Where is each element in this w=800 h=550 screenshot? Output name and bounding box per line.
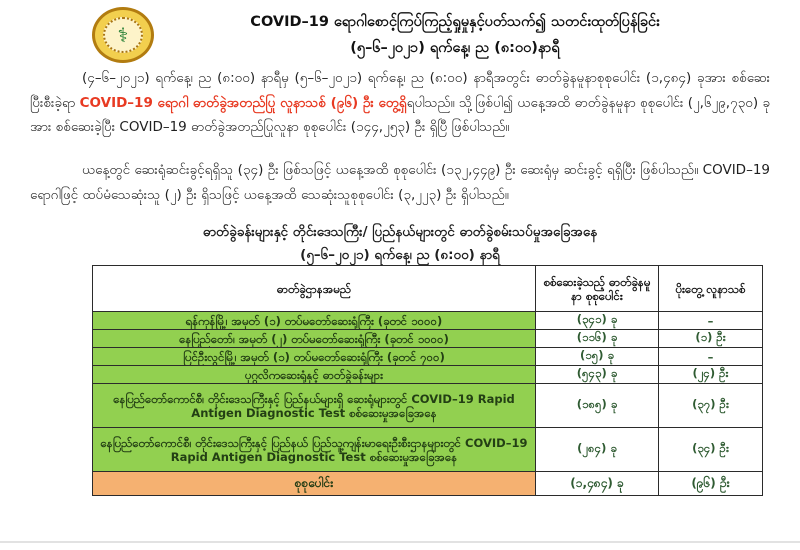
total-samples-cell: (၁,၄၈၄) ခု [536, 472, 659, 496]
lab-name-cell: နေပြည်တော်ကောင်စီ၊ တိုင်းဒေသကြီးနှင့် ပြည်နယ်များရှိ ဆေးရုံများတွင် COVID–19 Rapid Antigen Diagnostic Test စစ်ဆေးမှုအခြေအနေ [93, 384, 536, 428]
samples-cell: (၃၄၁) ခု [536, 312, 659, 330]
table-row [93, 348, 763, 366]
paragraph-recoveries-deaths [30, 158, 770, 232]
samples-cell: (၅၄၃) ခု [536, 366, 659, 384]
lab-name-cell: ပုဂ္ဂလိကဆေးရုံနှင့် ဓာတ်ခွဲခန်းများ [93, 366, 536, 384]
document-header [0, 5, 800, 63]
paragraph-1-text-continued: ရပါသည်။ သို့ဖြစ်ပါ၍ ယနေ့အထိ ဓာတ်ခွဲနမူနာ စုစုပေါင်း (၂,၆၂၉,၇၃၀) ခု အား စစ်ဆေးခဲ့ပြီး COVID–19 ဓာတ်ခွဲအတည်ပြုလူနာ စုစုပေါင်း (၁၄၄,၂၅၃) ဦး ရှိပြီ ဖြစ်ပါသည်။ [30, 94, 770, 135]
seal-inner-ring [103, 17, 143, 53]
positives-cell: – [659, 348, 763, 366]
positives-cell: (၁) ဦး [659, 330, 763, 348]
ministry-health-seal-logo [92, 7, 154, 63]
column-header-samples-tested: စစ်ဆေးခဲ့သည့် ဓာတ်ခွဲနမူနာ စုစုပေါင်း [536, 266, 659, 312]
medical-staff-icon: ⚕ [117, 23, 129, 47]
lab-results-table [92, 265, 763, 496]
table-row [93, 384, 763, 428]
table-heading-line2: (၅–၆–၂၀၂၁) ရက်နေ့၊ ည (၈:၀၀) နာရီ [300, 247, 500, 263]
page-title: COVID–19 ရောဂါစောင့်ကြပ်ကြည့်ရှုမှုနှင့်ပတ်သက်၍ သတင်းထုတ်ပြန်ခြင်း [250, 14, 660, 30]
lab-name-cell: ရန်ကုန်မြို့၊ အမှတ် (၁) တပ်မတော်ဆေးရုံကြီး (ခုတင် ၁၀၀၀) [93, 312, 536, 330]
table-heading [60, 222, 740, 265]
samples-cell: (၁၁၆) ခု [536, 330, 659, 348]
table-total-row [93, 472, 763, 496]
paragraph-daily-results [30, 66, 770, 164]
positives-cell: – [659, 312, 763, 330]
positives-cell: (၂၄) ဦး [659, 366, 763, 384]
table-heading-line1: ဓာတ်ခွဲခန်းများနှင့် တိုင်းဒေသကြီး/ ပြည်နယ်များတွင် ဓာတ်ခွဲစမ်းသပ်မှုအခြေအနေ [202, 224, 598, 240]
table-header-row [93, 266, 763, 312]
total-positives-cell: (၉၆) ဦး [659, 472, 763, 496]
samples-cell: (၂၈၄) ခု [536, 428, 659, 472]
table-row [93, 312, 763, 330]
paragraph-2-text: ယနေ့တွင် ဆေးရုံဆင်းခွင့်ရရှိသူ (၃၄) ဦး ဖြစ်သဖြင့် ယနေ့အထိ စုစုပေါင်း (၁၃၂,၄၄၉) ဦး ဆေးရုံမှ ဆင်းခွင့် ရရှိပြီး ဖြစ်ပါသည်။ COVID–19 ရောဂါဖြင့် ထပ်မံသေဆုံးသူ (၂) ဦး ရှိသဖြင့် ယနေ့အထိ သေဆုံးသူစုစုပေါင်း (၃,၂၂၃) ဦး ရှိပါသည်။ [30, 162, 770, 203]
positives-cell: (၃၇) ဦး [659, 384, 763, 428]
samples-cell: (၁၈၅) ခု [536, 384, 659, 428]
paragraph-1-highlight-new-cases: COVID–19 ရောဂါ ဓာတ်ခွဲအတည်ပြု လူနာသစ် (၉၆) ဦး တွေ့ရှိ [79, 94, 407, 111]
header-titles [170, 11, 740, 59]
table-row [93, 428, 763, 472]
page-title-date: (၅–၆–၂၀၂၁) ရက်နေ့၊ ည (၈:၀၀)နာရီ [350, 40, 560, 56]
table-row [93, 366, 763, 384]
paragraph-1-text: (၄–၆–၂၀၂၁) ရက်နေ့၊ ည (၈:၀၀) နာရီမှ (၅–၆–၂၀၂၁) ရက်နေ့၊ ည (၈:၀၀) နာရီအတွင်း ဓာတ်ခွဲနမူနာစုစုပေါင်း (၁,၄၈၄) ခုအား စစ်ဆေးပြီးစီးခဲ့ရာ [30, 70, 770, 111]
positives-cell: (၃၄) ဦး [659, 428, 763, 472]
samples-cell: (၁၅) ခု [536, 348, 659, 366]
page-bottom-divider [0, 541, 800, 543]
column-header-new-positives: ပိုးတွေ့ လူနာသစ် [659, 266, 763, 312]
column-header-lab-name: ဓာတ်ခွဲဌာနအမည် [93, 266, 536, 312]
lab-name-cell: ပြင်ဦးလွင်မြို့၊ အမှတ် (၁) တပ်မတော်ဆေးရုံကြီး (ခုတင် ၇၀၀) [93, 348, 536, 366]
total-label-cell: စုစုပေါင်း [93, 472, 536, 496]
lab-name-cell: နေပြည်တော်ကောင်စီ၊ တိုင်းဒေသကြီးနှင့် ပြည်နယ် ပြည်သူ့ကျန်းမာရေးဦးစီးဌာနများတွင် COVID–19 Rapid Antigen Diagnostic Test စစ်ဆေးမှုအခြေအနေ [93, 428, 536, 472]
table-row [93, 330, 763, 348]
lab-name-cell: နေပြည်တော်၊ အမှတ် (၂) တပ်မတော်ဆေးရုံကြီး (ခုတင် ၁၀၀၀) [93, 330, 536, 348]
